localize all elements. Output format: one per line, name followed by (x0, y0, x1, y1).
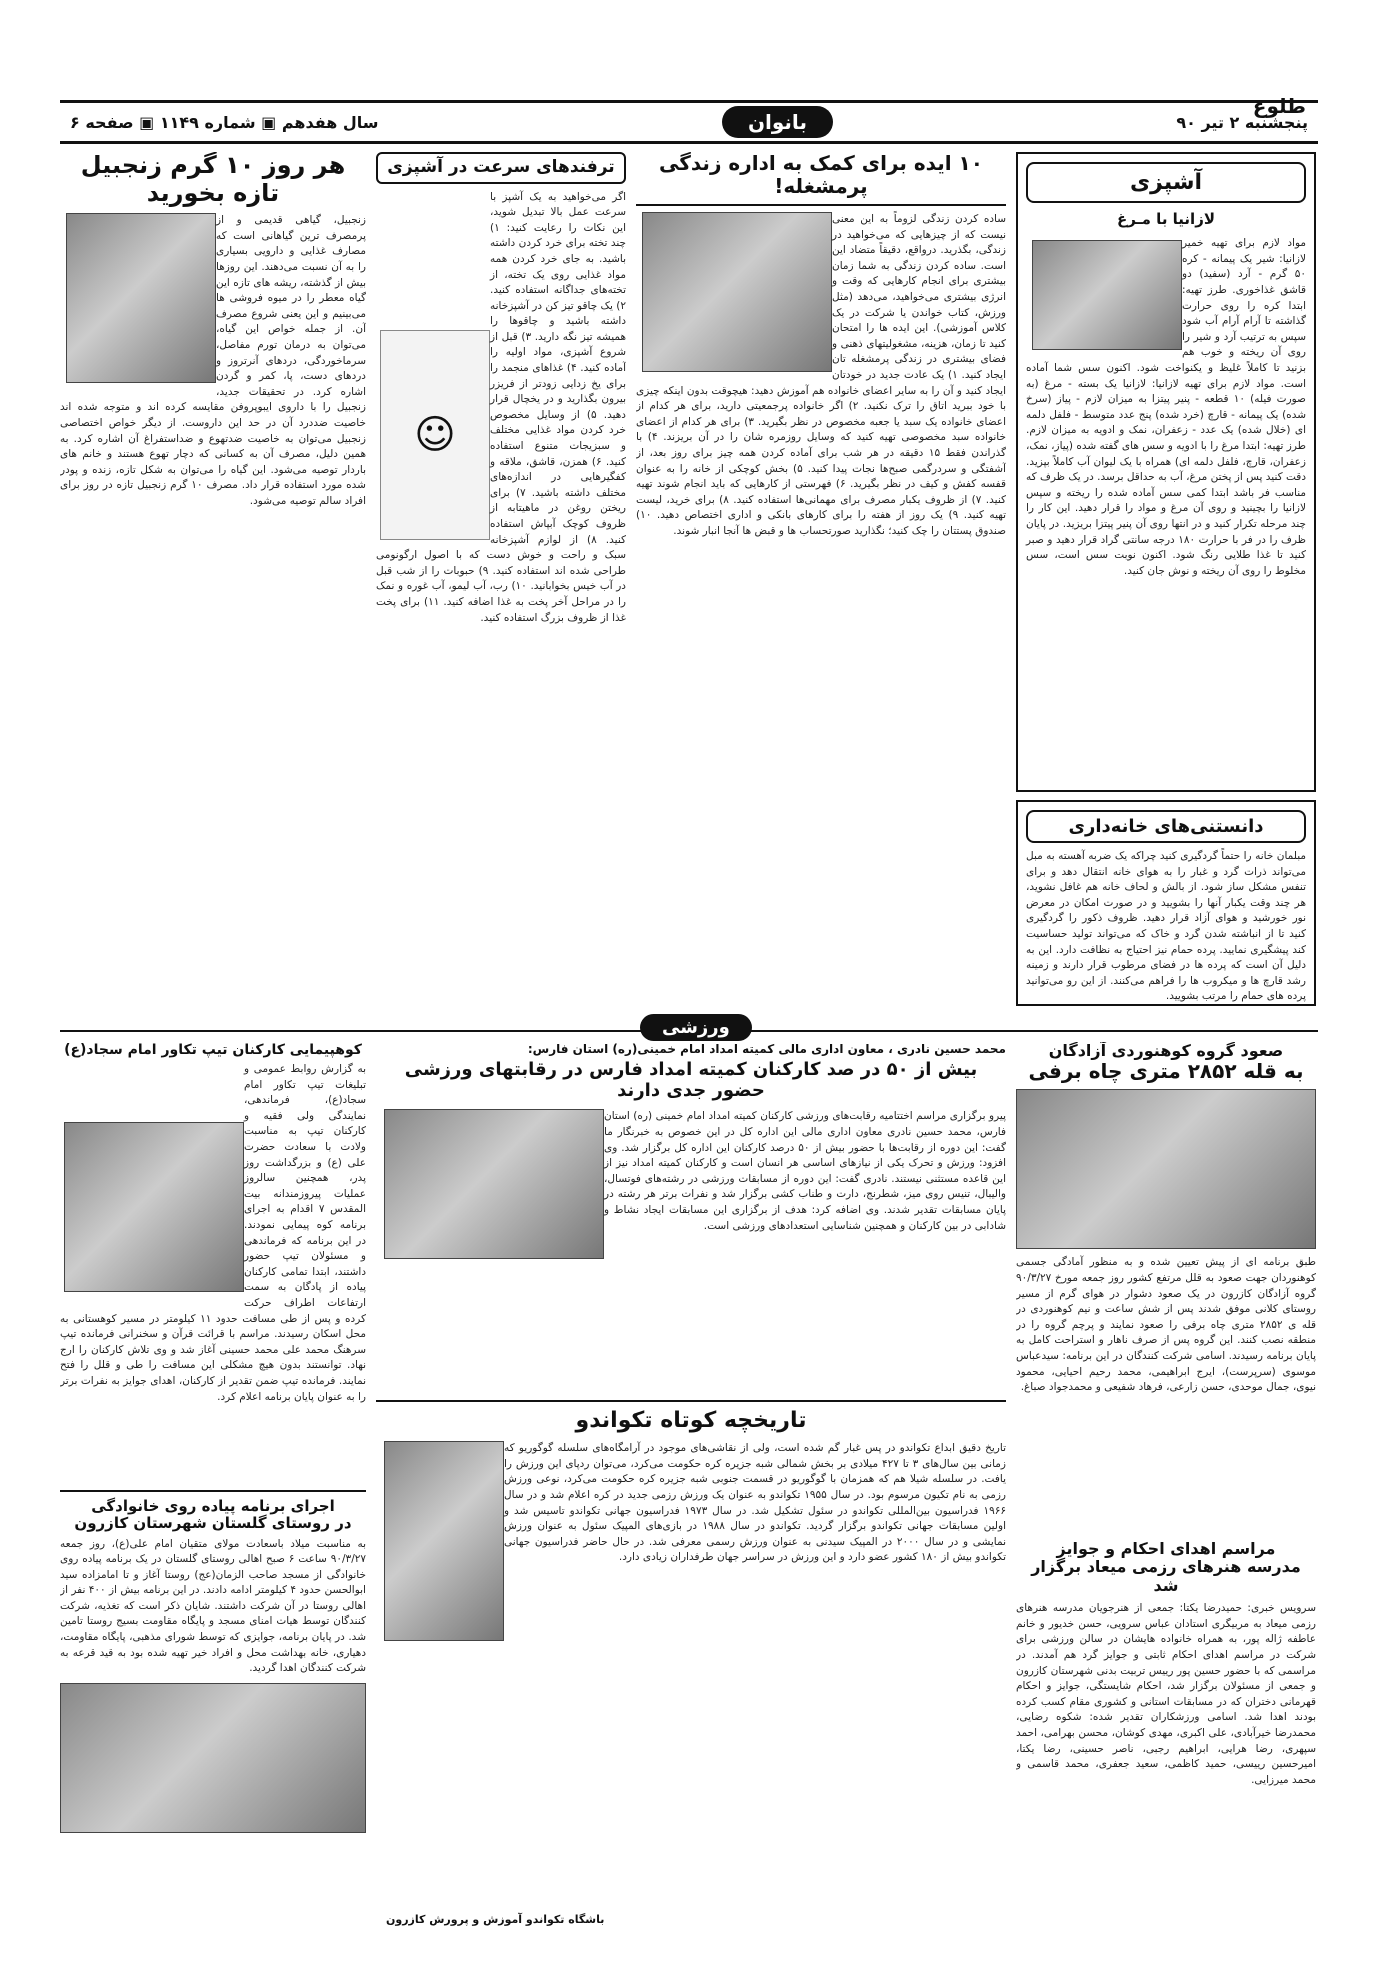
speed-body: اگر می‌خواهید به یک آشپز با سرعت عمل بالا تبدیل شوید، این نکات را رعایت کنید: ۱) چند تخته برای خرد کردن داشته باشید. به جای خرد کردن همه مواد غذایی روی یک تخته، از تخته‌های جداگانه استفاده کنید. ۲) یک چاقو تیز کن در آشپزخانه داشته باشید و چاقوها را همیشه تیز نگه دارید. ۳) قبل از شروع آشپزی، مواد اولیه را آماده کنید. ۴) غذاهای منجمد را برای یخ زدایی زودتر از فریزر بیرون بگذارید و در یخچال قرار دهید. ۵) از وسایل مخصوص خرد کردن مواد غذایی مختلف و سبزیجات متنوع استفاده کنید. ۶) همزن، قاشق، ملاقه و کفگیرهایی در اندازه‌های مختلف داشته باشید. ۷) برای ریختن روغن در ماهیتابه از ظروف کوچک آبپاش استفاده کنید. ۸) از لوازم آشپزخانه سبک و راحت و خوش دست که با اصول ارگونومی طراحی شده اند استفاده کنید. ۹) حبوبات را از شب قبل در آب خیس بخوابانید. ۱۰) رب، آب لیمو، آب غوره و نمک را در مراحل آخر پخت به غذا اضافه کنید. ۱۱) برای پخت غذا از ظروف بزرگ استفاده کنید. (376, 190, 626, 624)
kohnoord-body: طبق برنامه ای از پیش تعیین شده و به منظور آمادگی جسمی کوهنوردان جهت صعود به قلل مرتفع کشور روز جمعه مورخ ۹۰/۳/۲۷ گروه آزادگان کازرون در یک صعود دشوار در هوای گرم از مسیر روستای کلانی موفق شدند پس از شش ساعت و نیم کوهنوردی در قله ی ۲۸۵۲ متری چاه برفی را صعود نمایند و پرچم گروه را در منطقه نصب کنند. این گروه پس از صرف ناهار و استراحت کامل به پایان برنامه رسیدند. اسامی شرکت کنندگان در این برنامه: سیدعباس موسوی (سرپرست)، ایرج ابراهیمی، محمد رحیم احیایی، محمود نیوی، جمال موحدی، حسن زارعی، فرهاد شفیعی و محمدجواد صباغ. (1016, 1256, 1316, 1394)
household-title: دانستنی‌های خانه‌داری (1026, 810, 1306, 843)
kohnoord-title-1: صعود گروه کوهنوردی آزادگان (1048, 1042, 1284, 1060)
newspaper-logo: طلوع (1247, 94, 1312, 118)
ginger-title: هر روز ۱۰ گرم زنجبیل تازه بخورید (80, 152, 346, 207)
speed-article (376, 152, 626, 1004)
masthead-date: پنجشنبه ۲ تیر ۹۰ (1176, 112, 1308, 132)
ceremony-title-1: مراسم اهدای احکام و جوایز (1056, 1540, 1276, 1558)
main-sports-kicker: محمد حسین نادری ، معاون اداری مالی کمیته امداد امام خمینی(ره) استان فارس: (527, 1042, 1006, 1056)
mountaineers-photo (1016, 1089, 1316, 1249)
household-body: مبلمان خانه را حتماً گردگیری کنید چراکه یک ضربه آهسته به مبل می‌تواند ذرات گرد و غبار را به هوای خانه انتقال دهد و برای تنفس مشکل ساز شود. از بالش و لحاف خانه هم غافل نشوید، هر چند وقت یکبار آنها را بشویید و در صورت امکان در معرض نور خورشید و هوای آزاد قرار دهید. ظروف ذکور را گردگیری کنید تا از انباشته شدن گرد و خاک که می‌تواند تولید حساسیت کند پیشگیری نمایید. پرده حمام نیز احتیاج به نظافت دارد. این به دلیل آن است که پرده ها در فضای مرطوب قرار دارند و زمینه رشد قارچ ها و میکروب ها را فراهم می‌کنند. از این رو می‌توانید پرده های حمام را مرتب بشویید. (1026, 850, 1306, 1003)
busy-woman-photo (642, 212, 832, 372)
tip-article (60, 1042, 366, 1480)
masthead-issue: سال هفدهم ▣ شماره ۱۱۴۹ ▣ صفحه ۶ (70, 112, 379, 132)
masthead-bar (60, 100, 1318, 144)
main-sports-body: پیرو برگزاری مراسم اختتامیه رقابت‌های ورزشی کارکنان کمیته امداد امام خمینی (ره) استان فارس، محمد حسین نادری معاون اداری مالی این اداره کل در این خصوص به خبرنگار ما گفت: این دوره از رقابت‌ها با حضور بیش از ۵۰ درصد کارکنان این اداره کل برگزار شد. وی افزود: ورزش و تحرک یکی از نیازهای اساسی هر انسان است و کارکنان کمیته امداد نیز از این قاعده مستثنی نیستند. نادری گفت: این دوره از مسابقات ورزشی در رشته‌های فوتسال، والیبال، تنیس روی میز، شطرنج، دارت و طناب کشی برگزار شد و نفرات برتر هر رشته در پایان مسابقات تقدیر شدند. وی اضافه کرد: هدف از برگزاری این مسابقات ایجاد نشاط و شادابی در بین کارکنان و همچنین شناسایی استعدادهای ورزشی است. (604, 1110, 1006, 1232)
taekwondo-kick-photo (384, 1441, 504, 1641)
naderi-photo (384, 1109, 604, 1259)
ideas-article (636, 152, 1006, 1004)
walk-body: به مناسبت میلاد باسعادت مولای متقیان امام علی(ع)، روز جمعه ۹۰/۳/۲۷ ساعت ۶ صبح اهالی روستای گلستان در یک برنامه پیاده روی خانوادگی از مسجد صاحب الزمان(عج) روستا آغاز و تا امامزاده سید ابوالحسن حدود ۴ کیلومتر ادامه دادند. در این برنامه بیش از ۴۰۰ نفر از اهالی روستا در آن شرکت داشتند. شایان ذکر است که تغذیه، شرکت کنندگان توسط هیات امنای مسجد و پایگاه مقاومت بسیج روستا تامین شد. در پایان برنامه، جوایزی که توسط شورای مذهبی، پایگاه مقاومت، دهیاری، خانه بهداشت محل و افراد خیر تهیه شده بود به قید قرعه به شرکت کنندگان اهدا گردید. (60, 1537, 366, 1675)
household-box (1016, 800, 1316, 1006)
ideas-body: ساده کردن زندگی لزوماً به این معنی نیست که از چیزهایی که می‌خواهید در زندگی، بگذرید. درواقع، دقیقاً متضاد این است. ساده کردن زندگی به شما زمان بیشتری برای انجام کارهایی که وقت و انرژی بیشتری می‌خواهید، می‌دهد (مثل ورزش، کتاب خواندن یا شرکت در یک کلاس آموزشی). این ایده ها را امتحان کنید تا زمان، هزینه، مشغولیتهای ذهنی و فضای بیشتری در زندگی پرمشغله تان ایجاد کنید. ۱) یک عادت جدید در خودتان ایجاد کنید و آن را به سایر اعضای خانواده هم آموزش دهید: هیچوقت بدون اینکه چیزی با خود ببرید اتاق را ترک نکنید. ۲) اگر خانواده پرجمعیتی دارید، برای هر کدام از اعضای خانواده یک سبد یا جعبه مخصوص در نظر بگیرید. ۳) برای هر کدام از اعضای خانواده سبد مخصوصی تهیه کنید که وسایل روزمره شان را در آن بریزند. ۴) با گذراندن فقط ۱۵ دقیقه در هر شب برای آماده کردن همه چیز برای روز بعد، از آشفتگی و سردرگمی صبح‌ها نجات پیدا کنید. ۵) بخش کوچکی از خانه را به عنوان قفسه کفش و کیف در نظر بگیرید. ۶) فهرستی از کارهایی که باید انجام شوند تهیه کنید. ۷) از ظروف یکبار مصرف برای مهمانی‌ها استفاده کنید. ۸) برای خرید، لیست تهیه کنید. ۹) یک روز از هفته را برای کارهای بانکی و اداری اختصاص دهید. ۱۰) صندوق پستتان را چک کنید؛ نگذارید صورتحساب ها و قبض ها آنجا انبار شوند. (636, 213, 1006, 537)
cooking-subtitle: لازانیا با مـرغ (1116, 210, 1216, 228)
walk-title-1: اجرای برنامه پیاده روی خانوادگی (91, 1497, 335, 1515)
lasagna-photo (1032, 240, 1182, 350)
ceremony-body: سرویس خبری: حمیدرضا یکتا: جمعی از هنرجویان مدرسه هنرهای رزمی میعاد به مربیگری استادان عباس سرویی، حسن خدیور و خانم عاطفه ژاله پور، به همراه خانواده هایشان در سالن ورزشی برای شرکت در مراسم اهدای احکام ثابتی و جوایز گرد هم آمدند. در مراسمی که با حضور حسین پور رییس تربیت بدنی شهرستان کازرون و جمعی از مسئولان برگزار شد، احکام شایستگی، جوایز و احکام قهرمانی دختران که در مسابقات استانی و کشوری مقام کسب کرده بودند اهدا شد. اسامی ورزشکاران تقدیر شده: شکوه رضایی، محمدرضا خیرآبادی، علی اکبری، مهدی کوشان، محسن بهرامی، احمد سپهری، رضا هرایی، ابراهیم رجبی، ناصر حسینی، رضا یکتا، امیرحسین رییسی، حمید کاظمی، سعید جعفری، محمد قاسمی و محمد میرزایی. (1016, 1602, 1316, 1786)
tip-title: کوهپیمایی کارکنان تیپ تکاور امام سجاد(ع) (64, 1042, 362, 1058)
chef-cartoon-icon: ☺ (380, 330, 490, 540)
taekwondo-title: تاریخچه کوتاه تکواندو (575, 1408, 807, 1433)
kohnoord-article (1016, 1042, 1316, 1532)
tip-body: به گزارش روابط عمومی و تبلیغات تیپ تکاور امام سجاد(ع)، فرماندهی، نمایندگی ولی فقیه و کارکنان تیپ به مناسبت ولادت با سعادت حضرت علی (ع) و بزرگداشت روز پدر، همچنین سالروز عملیات پیروزمندانه بیت المقدس ۷ اقدام به اجرای برنامه کوه پیمایی نمودند. در این برنامه که فرماندهی و مسئولان تیپ حضور داشتند، ابتدا تمامی کارکنان پیاده از پادگان به سمت ارتفاعات اطراف حرکت کرده و پس از طی مسافت حدود ۱۱ کیلومتر در مسیر کوهستانی به محل اسکان رسیدند. مراسم با قرائت قرآن و سخنرانی فرمانده تیپ سرهنگ محمد علی محمد حسینی آغاز شد و وی تلاش کارکنان را ارج نهاد. توانستند بدون هیچ مشکلی این مسافت را طی و قلل را فتح نمایند. فرمانده تیپ ضمن تقدیر از کارکنان، اهدای جوایز به نفرات برتر را به عنوان پایان برنامه اعلام کرد. (60, 1063, 366, 1403)
speed-title: ترفندهای سرعت در آشپزی (376, 152, 626, 184)
walk-title-2: در روستای گلستان شهرستان کازرون (74, 1514, 352, 1533)
cooking-body: مواد لازم برای تهیه خمیر لازانیا: شیر یک پیمانه - کره ۵۰ گرم - آرد (سفید) دو قاشق غذاخوری. طرز تهیه: ابتدا کره را روی حرارت گذاشته تا آرام آرام آب شود سپس به ترتیب آرد و شیر را روی آن ریخته و خوب هم بزنید تا کاملاً غلیظ و یکنواخت شود. اکنون سس شما آماده است. مواد لازم برای تهیه لازانیا: لازانیا یک بسته - مرغ (به صورت فیله) ۱۰ قطعه - پنیر پیتزا به میزان لازم - پیاز (سرخ شده) یک پیمانه - قارچ (خرد شده) پنج عدد متوسط - فلفل دلمه ای (خلال شده) یک عدد - زعفران، نمک و ادویه به میزان لازم. طرز تهیه: ابتدا مرغ را با ادویه و سس های گفته شده (پیاز، نمک، زعفران، قارچ، فلفل دلمه ای) همراه با یک لیوان آب کاملاً بپزید. دقت کنید پس از پختن مرغ، آب به حداقل برسد. در یک ظرف که مناسب فر باشد ابتدا کمی سس آماده شده را ریخته و سپس لازانیا را بچینید و روی آن مرغ و مواد را قرار دهید. این کار را چند مرحله تکرار کنید و در انتها روی آن پنیر پیتزا بریزید. در پایان ظرف را در فر با حرارت ۱۸۰ درجه سانتی گراد قرار دهید و صبر کنید تا غذا طلایی رنگ شود. اکنون نوبت سس است، سس مخلوط را روی آن ریخته و نوش جان کنید. (1026, 237, 1306, 577)
ceremony-title-2: مدرسه هنرهای رزمی میعاد برگزار شد (1031, 1557, 1301, 1595)
section-title: بانوان (722, 106, 833, 138)
ginger-photo (66, 213, 216, 383)
sports-section-title: ورزشی (640, 1014, 752, 1041)
walk-crowd-photo (60, 1683, 366, 1833)
kohnoord-title-2: به قله ۲۸۵۲ متری چاه برفی (1028, 1059, 1304, 1084)
ginger-article (60, 152, 366, 1004)
ideas-title: ۱۰ ایده برای کمک به اداره زندگی پرمشغله! (636, 152, 1006, 206)
ceremony-article (1016, 1540, 1316, 1930)
main-sports-article (376, 1042, 1006, 1382)
taekwondo-body: تاریخ دقیق ابداع تکواندو در پس غبار گم شده است، ولی از نقاشی‌های موجود در آرامگاه‌های سلسله گوگوریو که زمانی بین سال‌های ۳ تا ۴۲۷ میلادی بر بخش شمالی شبه جزیره کره حکومت می‌کرد، می‌توان ردپای این ورزش را یافت. در سلسله شیلا هم که همزمان با گوگوریو در قسمت جنوبی شبه جزیره کره حکومت می‌کرد، نوعی ورزش رزمی به نام تکیون مرسوم بود. در سال ۱۹۵۵ تکواندو به عنوان یک ورزش رزمی جدید در کره اعلام شد و در سال ۱۹۶۶ فدراسیون بین‌المللی تکواندو در سئول تشکیل شد. در سال ۱۹۷۳ فدراسیون جهانی تکواندو تاسیس شد و اولین مسابقات جهانی تکواندو برگزار گردید. تکواندو در سال ۱۹۸۸ در بازی‌های المپیک سئول به عنوان ورزش نمایشی و در سال ۲۰۰۰ در المپیک سیدنی به عنوان ورزش رسمی معرفی شد. در حال حاضر فدراسیون جهانی تکواندو بیش از ۱۸۰ کشور عضو دارد و این ورزش در سراسر جهان طرفداران زیادی دارد. (504, 1442, 1006, 1564)
main-sports-title: بیش از ۵۰ در صد کارکنان کمیته امداد فارس در رقابتهای ورزشی حضور جدی دارند (404, 1059, 978, 1101)
tip-march-photo (64, 1122, 244, 1292)
ginger-body: زنجبیل، گیاهی قدیمی و از پرمصرف ترین گیاهانی است که مصارف غذایی و دارویی بسیاری را به آن نسبت می‌دهند. این روزها بیش از گذشته، ریشه های تازه این گیاه معطر را در میوه فروشی ها می‌بینیم و این یعنی شروع مصرف آن. از جمله خواص این گیاه، می‌توان به درمان تورم مفاصل، سرماخوردگی، دردهای آنرتروز و دردهای دست، پا، کمر و گردن اشاره کرد. در تحقیقات جدید، زنجبیل را با داروی ایبوپروفن مقایسه کرده اند و متوجه شده اند خاصیت ضددرد آن در حد این داروست. از دیگر خواص اختصاصی زنجبیل می‌توان به خاصیت ضدتهوع و ضداستفراغ آن اشاره کرد. به همین دلیل، مصرف آن به کسانی که دچار تهوع هستند و خانم های باردار توصیه می‌شود. این گیاه را می‌توان به شکل تازه، زنده و پودر شده مورد استفاده قرار داد. مصرف ۱۰ گرم زنجبیل تازه در روز برای افراد سالم توصیه می‌شود. (60, 214, 366, 507)
cooking-title: آشپزی (1026, 162, 1306, 203)
taekwondo-source: باشگاه تکواندو آموزش و پرورش کازرون (386, 1913, 605, 1926)
cooking-box (1016, 152, 1316, 792)
walk-article (60, 1490, 366, 1930)
taekwondo-article (376, 1400, 1006, 1930)
